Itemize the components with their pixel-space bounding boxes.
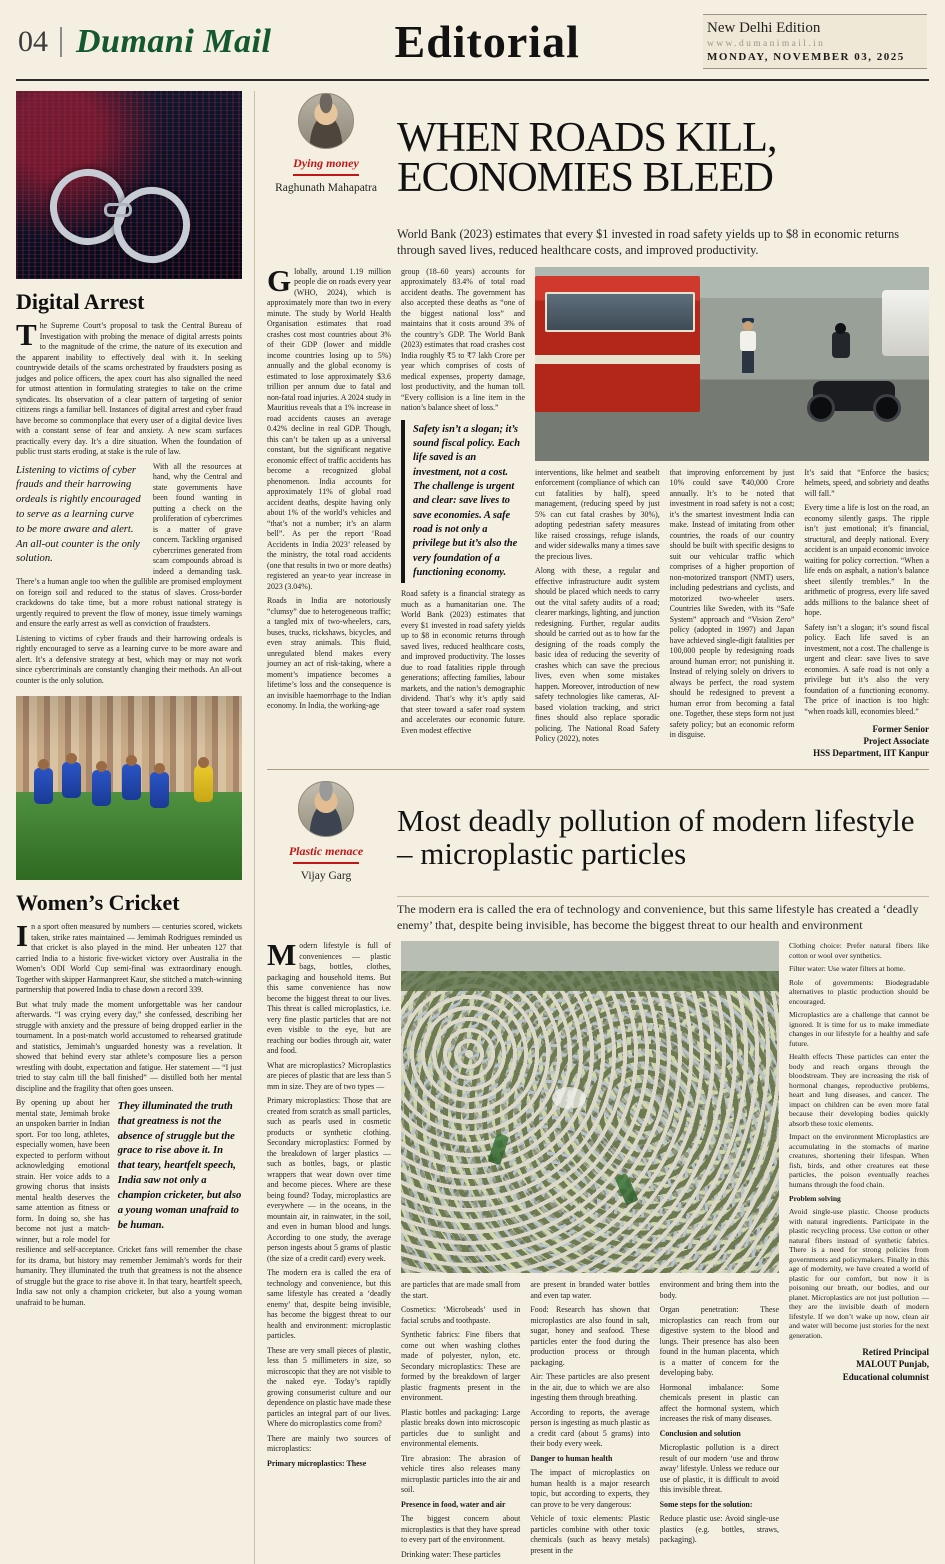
white-car-shape bbox=[882, 290, 929, 356]
author-photo bbox=[298, 93, 354, 149]
cricket-player-figure bbox=[194, 766, 213, 802]
roads-paragraph: that improving enforcement by just 10% could save ₹40,000 Crore annually. It’s to be noted that investment in road safety is not a cost; it’s the smartest investment India can make. Instead of imitating from other countries, the roads of our country should be built with specific designs to suit our vehicular traffic which comprises of a higher proportion of non-motorized transport (NMT) users, including pedestrians and cyclists, and motorized two-wheeler users. Countries like Sweden, with its “Safe System” approach and “Vision Zero” policy (adopted in 1997) and Japan have achieved single-digit fatalities per 100,000 people by redesigning roads around human error; not punishing it. Instead of relying solely on drivers to always be perfect, the road system should be redesigned to prevent a human error from becoming a fatal one. Together, these steps form not just safety policy; but an economic reform in disguise. bbox=[669, 467, 795, 739]
traffic-police-photo bbox=[535, 267, 929, 461]
drop-cap: I bbox=[16, 918, 29, 953]
headline-line-2: ECONOMIES BLEED bbox=[397, 155, 773, 202]
attribution-line: MALOUT Punjab, bbox=[856, 1359, 929, 1370]
roads-article bbox=[267, 91, 929, 759]
micro-paragraph: According to reports, the average person is ingesting as much plastic as a credit card (about 5 grams) into their body every week. bbox=[530, 1407, 650, 1449]
author-photo bbox=[298, 781, 354, 837]
roads-paragraph: Roads in India are notoriously “clumsy” due to heterogeneous traffic; a tangled mix of two-wheelers, cars, buses, trucks, rickshaws, bicycles, and even stray animals. This fluid, unregulated blend makes every journey an act of risk-taking, where a moment’s impatience becomes a lifetime’s loss and the consequence is an invisible haemorrhage to the Indian economy. In India, the working-age bbox=[267, 596, 391, 710]
edition-block bbox=[703, 14, 927, 69]
micro-paragraph: The modern era is called the era of technology and convenience, but this same lifestyle has created a ‘deadly enemy’ that, despite being invisible, has become the biggest threat to our health and environment: microplastic particles. bbox=[267, 1268, 391, 1341]
cricket-player-figure bbox=[122, 764, 141, 800]
digital-arrest-paragraph bbox=[16, 317, 242, 458]
micro-paragraph: There are mainly two sources of microplastics: bbox=[267, 1433, 391, 1454]
micro-paragraph: are particles that are made small from the start. bbox=[401, 1280, 521, 1300]
paragraph-text: n a sport often measured by numbers — centuries scored, wickets taken, strike rates maintained — Jemimah Rodrigues reminded us that cricket is also played in the mind. Her unbeaten 127 that carried India to a historic five-wicket victory over Australia in the Women’s ODI World Cup semi-final was extraordinary enough. Together with skipper Harmanpreet Kaur, she stitched a match-winning partnership that powered India to chase down a record 339. bbox=[16, 922, 242, 994]
police-torso-shape bbox=[740, 331, 756, 351]
attribution-line: Retired Principal bbox=[862, 1347, 929, 1358]
micro-headline: Most deadly pollution of modern lifestyle – microplastic particles bbox=[397, 803, 915, 871]
micro-paragraph: Reduce plastic use: Avoid single-use plastics (e.g. bottles, straws, packaging). bbox=[659, 1514, 779, 1545]
micro-paragraph: Hormonal imbalance: Some chemicals present in plastic can affect the hormonal system, which increases the risk of many diseases. bbox=[659, 1382, 779, 1424]
womens-cricket-quote-wrap bbox=[16, 1098, 242, 1308]
traffic-policeman-figure bbox=[740, 321, 756, 373]
cricket-player-figure bbox=[92, 770, 111, 806]
handcuff-chain-icon bbox=[104, 203, 132, 217]
roads-column-5 bbox=[804, 468, 929, 760]
micro-paragraph: Air: These particles are also present in the air, due to which we are also ingesting them through breathing. bbox=[530, 1372, 650, 1403]
micro-paragraph: Vehicle of toxic elements: Plastic particles combine with other toxic chemicals (such as heavy metals) present in the bbox=[530, 1514, 650, 1555]
rider-shape bbox=[832, 332, 850, 358]
micro-subhead: Problem solving bbox=[789, 1193, 841, 1203]
digital-arrest-pull-quote: Listening to victims of cyber frauds and their harrowing ordeals is rightly encouraged to serve as a learning curve to be more aware and alert. An all-out counter is the only solution. bbox=[16, 464, 141, 565]
bus-stripe-shape bbox=[535, 355, 700, 365]
micro-paragraph: Impact on the environment Microplastics are accumulating in the stomachs of marine creatures, shortening their lifespan. When fish, birds, and other creatures eat these particles, the poison eventually reaches humans through the food chain. bbox=[789, 1132, 929, 1189]
masthead: Dumani Mail bbox=[76, 22, 272, 60]
micro-headline-block bbox=[397, 779, 929, 933]
womens-cricket-title: Women’s Cricket bbox=[16, 890, 180, 915]
red-bus-shape bbox=[535, 276, 700, 412]
micro-paragraph: What are microplastics? Microplastics are pieces of plastic that are less than 5 mm in size. They are of two types — bbox=[267, 1060, 391, 1091]
roads-column-4 bbox=[670, 468, 795, 760]
paragraph-text: he Supreme Court’s proposal to task the Central Bureau of Investigation with probing the menace of digital arrests points to the magnitude of the crime, the nature of its execution and the apparent inability to effectively deal with it. In seeking countrywide details of the scams orchestrated by fraudsters posing as judges and police officers, the apex court has also signalled the need for utmost attention in formulating strategies to take on the crime syndicates. Its observation of a clear pattern of targeting of senior citizens rings a familiar bell. Instances of digital arrest and cyber fraud have become so commonplace that every user of a digital device lives with a constant sense of fear and anxiety. A new scam surfaces practically every day. It’s a dire situation. When the foundation of public trust starts eroding, at stake is the rule of law. bbox=[16, 321, 242, 456]
roads-author-card bbox=[267, 91, 385, 259]
roads-paragraph: Every time a life is lost on the road, an economy silently gasps. The ripple isn’t just emotional; it’s financial, structural, and deeply national. Every accident is an unpaid economic invoice waiting for policy correction. “When a life ends on asphalt, a nation’s balance sheet silently trembles.” In the arithmetic of progress, every life saved adds millions to the balance sheet of hope. bbox=[804, 503, 930, 617]
micro-paragraph: Microplastics are a challenge that cannot be ignored. It is time for us to make immediate changes in our lifestyle for a healthy and safe future. bbox=[789, 1010, 929, 1048]
roads-headline-block bbox=[397, 91, 929, 259]
digital-arrest-paragraph: With all the resources at hand, why the Central and state governments have been found wanting in putting a check on the proliferation of cybercrimes is a matter of grave concern. Tackling organised cybercrimes generated from scam compounds abroad is indeed a demanding task. There’s a human angle too when the gullible are promised employment on foreign soil and reduced to the status of slaves. Cross-border crackdowns do take time, but a more robust national strategy is urgently required to prevent the flow of money, issue timely warnings and ensure the early arrest as well as conviction of fraudsters. bbox=[16, 461, 242, 628]
micro-paragraph: Drinking water: These particles bbox=[401, 1549, 501, 1559]
roads-paragraph: It’s said that “Enforce the basics; helmets, speed, and sobriety and deaths will fall.” bbox=[804, 467, 930, 498]
roads-article-header bbox=[267, 91, 929, 259]
micro-paragraph: Clothing choice: Prefer natural fibers like cotton or wool over synthetics. bbox=[789, 941, 929, 960]
roads-column-1 bbox=[267, 262, 391, 760]
womens-cricket-paragraph: By opening up about her mental state, Jemimah broke an unspoken barrier in Indian sport. For too long, athletes, especially women, have been expected to perform without acknowledging emotional strain. Her voice adds to a growing chorus that insists mental health deserves the same attention as fitness or form. In doing so, she has become not just a match-winner, but a role model for resilience and self-acceptance. Cricket fans will remember the chase for its drama, but history may remember Jemimah’s words for their humanity. They illuminated the truth that greatness is not the absence of struggle but the grace to rise above it. In that teary, heartfelt speech, India saw not only a champion cricketer, but also a young woman unafraid to be human. bbox=[16, 1098, 242, 1307]
section-title: Editorial bbox=[394, 15, 580, 67]
page-number: 04 bbox=[18, 27, 62, 57]
micro-column-1 bbox=[267, 937, 391, 1564]
womens-cricket-paragraph bbox=[16, 918, 242, 996]
micro-article-header bbox=[267, 779, 929, 933]
roads-attribution bbox=[804, 723, 929, 759]
micro-paragraph: Plastic bottles and packaging: Large plastic breaks down into microscopic particles due to sunlight and environmental elements. bbox=[401, 1407, 521, 1449]
micro-paragraph: Organ penetration: These microplastics can reach from our digestive system to the blood and lungs. Their presence has also been found in the human placenta, which is a matter of concern for the developing baby. bbox=[659, 1305, 779, 1378]
page-content bbox=[16, 81, 929, 1564]
roads-column-2 bbox=[401, 267, 525, 760]
micro-subhead: Danger to human health bbox=[530, 1453, 613, 1463]
roads-right-stack bbox=[535, 267, 929, 760]
micro-paragraph: Synthetic fabrics: Fine fibers that come out when washing clothes made of polyester, nylon, etc. Secondary microplastics: These are formed by the breakdown of larger plastic fragments present in the environment. bbox=[401, 1330, 521, 1403]
drop-cap: M bbox=[267, 937, 297, 973]
edition-name: New Delhi Edition bbox=[707, 20, 821, 36]
police-head-shape bbox=[743, 321, 753, 331]
roads-standfirst: World Bank (2023) estimates that every $1 invested in road safety yields up to $8 in economic returns through saved lives, reduced healthcare costs, and improved productivity. bbox=[397, 227, 900, 257]
article-divider bbox=[267, 769, 929, 770]
attribution-line: Former Senior bbox=[872, 724, 930, 734]
paragraph-text: lobally, around 1.19 million people die on roads every year (WHO, 2024), which is approximately more than two in every minute. The study by World Health Organisation estimates that road crashes cost most countries about 3% of their GDP (lower and middle income countries losing up to 5%) annually and the global economy is estimated to lose approximately $3.6 trillion per annum due to fatal and non-fatal road injuries. A 2024 study in Mauritius reveals that a 1% increase in road accidents causes an average 0.42% decline in real GDP. Though, this can’t be taken up as a universal constant, but the significant negative economic effect of traffic accidents has become a recognized global phenomenon. India accounts for approximately 11% of global road accident deaths, despite having only about 1% of the world’s vehicles and “that’s not a number; it’s an alarm bell”. As per the report ‘Road Accidents in India 2023’ released by the ministry, the total road accidents (one that results in two or more deaths) registered an year-to year increase in 2023 (3.04%). bbox=[267, 266, 391, 591]
micro-author-card bbox=[267, 779, 385, 933]
micro-paragraph: Tire abrasion: The abrasion of vehicle tires also releases many microplastic particles into the air and soil. bbox=[401, 1453, 521, 1495]
micro-kicker: Plastic menace bbox=[267, 844, 385, 864]
motorbike-wheel-shape bbox=[807, 394, 835, 422]
roads-paragraph: interventions, like helmet and seatbelt enforcement (compliance of which can cut fatalities by half), speed management, (reducing speed by just 5% can cut fatal crashes by 30%), adopting pedestrian safety measures like raised crossings, refuge islands, and wider sidewalks many a times save the precious lives. bbox=[535, 467, 660, 561]
plastic-bottle-shape bbox=[487, 1132, 509, 1165]
micro-paragraph: The biggest concern about microplastics is that they have spread to every part of the environment. bbox=[401, 1514, 521, 1545]
digital-arrest-title: Digital Arrest bbox=[16, 289, 145, 314]
roads-paragraph: Road safety is a financial strategy as much as a humanitarian one. The World Bank (2023) estimates that every $1 invested in road safety yields up to $8 in economic returns through saved lives, reduced healthcare costs, and improved productivity. The losses due to road fatalities ripple through generations; affecting families, labour markets, and the nation’s demographic dividend. That’s why it’s aptly said that steer toward a safer road system and accelerates our economic future. Even modest effective bbox=[401, 589, 525, 735]
micro-subhead: Presence in food, water and air bbox=[401, 1499, 506, 1509]
bus-windows-shape bbox=[545, 292, 695, 331]
drop-cap: G bbox=[267, 262, 292, 298]
digital-arrest-image bbox=[16, 91, 242, 279]
website-url: www.dumanimail.in bbox=[707, 39, 826, 49]
micro-paragraph: environment and bring them into the body. bbox=[659, 1280, 779, 1300]
micro-author-name: Vijay Garg bbox=[300, 870, 352, 883]
micro-paragraph: Health effects These particles can enter the body and reach organs through the bloodstream. They are increasing the risk of hormonal changes, reproductive problems, heart and lung diseases, and cancer. The impact on children can be even more fatal because their developing bodies quickly absorb these toxic elements. bbox=[789, 1052, 929, 1128]
roads-right-columns bbox=[535, 468, 929, 760]
attribution-line: Project Associate bbox=[863, 736, 930, 747]
roads-article-body bbox=[267, 262, 930, 760]
micro-subhead: Some steps for the solution: bbox=[659, 1499, 753, 1509]
roads-paragraph: group (18–60 years) accounts for approximately 83.4% of total road accident deaths. The government has also accepted these deaths as “one of the biggest national loss” and maintains that it costs around 3% of the country’s GDP. The World Bank (2023) estimates that road crashes cost India roughly ₹5 to ₹7 lakh Crore per year which comprises of costs of medical expenses, property damage, lost productivity, and the human toll. “Every collision is a line item in the nation’s balance sheet of loss.” bbox=[401, 266, 525, 412]
micro-middle-columns bbox=[401, 1280, 779, 1564]
roads-author-name: Raghunath Mahapatra bbox=[275, 182, 377, 194]
micro-attribution bbox=[789, 1346, 929, 1382]
digital-arrest-quote-wrap bbox=[16, 462, 242, 687]
micro-subhead: Conclusion and solution bbox=[659, 1428, 741, 1438]
left-column bbox=[16, 91, 255, 1564]
micro-paragraph: The impact of microplastics on human health is a major research topic, but according to experts, they can prove to be very dangerous: bbox=[530, 1468, 650, 1509]
micro-standfirst: The modern era is called the era of technology and convenience, but this same lifestyle has created a ‘deadly enemy’ that, despite being invisible, has become the biggest threat to our health and environment bbox=[397, 896, 929, 933]
roads-column-3 bbox=[535, 468, 660, 760]
micro-column-4 bbox=[660, 1280, 779, 1564]
roads-paragraph: Safety isn’t a slogan; it’s sound fiscal policy. Each life saved is an investment, not a cost. The challenge is urgent and clear: save lives to save economies. A safe road is not only a privilege but it’s also the very foundation of a functioning economy. The price of inaction is too high: “when roads kill, economies bleed.” bbox=[804, 622, 930, 716]
drop-cap: T bbox=[16, 317, 37, 352]
garbage-pile-photo bbox=[401, 941, 779, 1273]
micro-paragraph: These are very small pieces of plastic, less than 5 millimeters in size, so microscopic that they are not visible to the naked eye. Today’s rapidly growing consumerist culture and our dependence on plastic have made these particles an integral part of our lives. Where do microplastics come from? bbox=[267, 1345, 391, 1429]
attribution-line: Educational columnist bbox=[842, 1371, 929, 1382]
micro-paragraph: Avoid single-use plastic. Choose products with natural ingredients. Participate in the plastic recycling process. Use cotton or other natural fibers instead of synthetic fabrics. There is a need for strong policies from governments and policymakers. Finally in this age of modernity, we have created a world of plastic for our comfort, but now it is poisoning our breath, our bodies, and our planet. Microplastics are not just pollution — they are the invisible death of modern lifestyle. If we don’t wake up now, clean air and water will become just stories for the next generation. bbox=[789, 1207, 929, 1340]
edition-date: MONDAY, NOVEMBER 03, 2025 bbox=[707, 51, 905, 63]
attribution-line: HSS Department, IIT Kanpur bbox=[813, 748, 930, 759]
womens-cricket-paragraph: But what truly made the moment unforgettable was her candour afterwards. “I was crying every day,” she confessed, describing her struggle with anxiety and the pressure of being dropped earlier in the tournament. In a post-match world accustomed to rehearsed gratitude and statistics, Jemimah’s unguarded honesty was a revelation. It showed that behind every star athlete’s composure lies a person wrestling with doubt, expectation and fatigue. Her statement — “I just tried to stay calm till the ball finished” — distilled both her mental discipline and the fragility that often goes unseen. bbox=[16, 999, 242, 1093]
micro-paragraph bbox=[267, 937, 391, 1057]
digital-arrest-paragraph: Listening to victims of cyber frauds and their harrowing ordeals is rightly encouraged to serve as a learning curve to be more aware and alert. It’s a defensive strategy at best, which may or may not work since cybercriminals are constantly changing their methods. An all-out counter is the only solution. bbox=[16, 633, 242, 685]
womens-cricket-pull-quote: They illuminated the truth that greatness is not the absence of struggle but the grace to rise above it. In that teary, heartfelt speech, India saw not only a champion cricketer, but also a young woman unafraid to be human. bbox=[117, 1101, 242, 1231]
micro-paragraph: Cosmetics: ‘Microbeads’ used in facial scrubs and toothpaste. bbox=[401, 1305, 521, 1325]
cricket-player-figure bbox=[34, 768, 53, 804]
roads-headline bbox=[397, 115, 929, 202]
micro-paragraph: Food: Research has shown that microplastics are also found in salt, sugar, honey and seafood. These particles enter the food during the production process or through packaging. bbox=[530, 1305, 650, 1367]
headline-line-1: WHEN ROADS KILL, bbox=[397, 115, 777, 162]
plastic-bag-shape bbox=[552, 1087, 586, 1109]
paragraph-text: odern lifestyle is full of conveniences — plastic bags, bottles, clothes, packaging and household items. But this same convenience has now become the biggest threat to our lives. This threat is called microplastics, i.e. very fine plastic particles that are not even visible to the eye, but are reaching our bodies through air, water and food. bbox=[267, 941, 391, 1056]
micro-paragraph: Primary microplastics: Those that are created from scratch as small particles, such as pearls used in cosmetic products or synthetic clothing. Secondary microplastics: Formed by the breakdown of larger plastics — such as bottles, bags, or plastic wrappers that wear down over time and become pieces. Where are these being found? Today, microplastics are everywhere — in the oceans, in the mountain air, in rainwater, in the soil, and even in human blood and lungs. According to one study, the average person ingests about 5 grams of plastic (the size of a credit card) every week. bbox=[267, 1096, 391, 1263]
roads-kicker: Dying money bbox=[267, 156, 385, 176]
page-header bbox=[16, 4, 929, 81]
cricket-player-figure bbox=[62, 762, 81, 798]
micro-paragraph: are present in branded water bottles and even tap water. bbox=[530, 1280, 650, 1300]
micro-article-body bbox=[267, 937, 929, 1564]
microplastics-article bbox=[267, 779, 929, 1564]
micro-paragraph: Primary microplastics: These bbox=[267, 1458, 367, 1468]
micro-paragraph: Microplastic pollution is a direct result of our modern ‘use and throw away’ lifestyle. Unless we reduce our use of plastic, it is difficult to avoid this invisible threat. bbox=[659, 1443, 779, 1495]
micro-paragraph: Role of governments: Biodegradable alternatives to plastic production should be encouraged. bbox=[789, 977, 929, 1006]
motorbike-wheel-shape bbox=[873, 394, 901, 422]
micro-column-2 bbox=[401, 1280, 520, 1564]
cricket-field-shape bbox=[16, 792, 242, 880]
plastic-bottle-shape bbox=[615, 1172, 639, 1205]
roads-paragraph bbox=[267, 262, 391, 593]
police-legs-shape bbox=[742, 351, 754, 373]
micro-middle-stack bbox=[401, 941, 779, 1564]
micro-column-3 bbox=[530, 1280, 649, 1564]
cricket-player-figure bbox=[150, 772, 169, 808]
main-column bbox=[267, 91, 929, 1564]
micro-paragraph: Filter water: Use water filters at home. bbox=[789, 964, 906, 974]
womens-cricket-image bbox=[16, 696, 242, 880]
roads-paragraph: Along with these, a regular and effective infrastructure audit system should be placed which needs to carry out the vital safety audits of a road; clearer markings, lighting, and junction redesigning. Further, regular audits should be carried out as to how far the designing of the roads comply the basic idea of reducing the severity of crashes which can save the precious lives, even when some mistakes happen. Moreover, introduction of new safety technologies like cameras, AI-based violation tracking, and strict fines should also replace sporadic policing. The National Road Safety Policy (2022), notes bbox=[535, 566, 660, 743]
micro-column-5 bbox=[789, 941, 929, 1564]
roads-pull-quote: Safety isn’t a slogan; it’s sound fiscal policy. Each life saved is an investment, not a cost. The challenge is urgent and clear: save lives to save economies. A safe road is not only a privilege but it’s also the very foundation of a functioning economy. bbox=[401, 420, 525, 584]
